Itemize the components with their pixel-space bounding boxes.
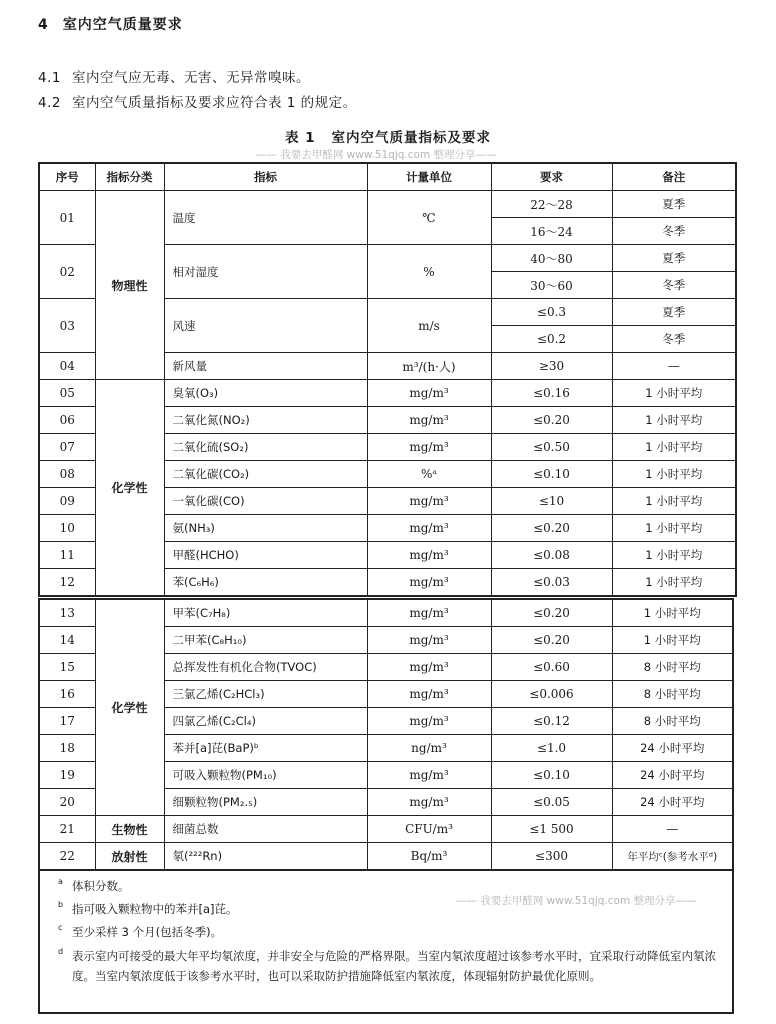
- watermark: —— 我要去甲醛网 www.51qjq.com 整理分享——: [256, 149, 497, 161]
- section-heading: 4 室内空气质量要求: [38, 17, 183, 33]
- table-row: ≤0.2 冬季: [39, 326, 736, 353]
- header-indicator: 指标: [164, 163, 367, 191]
- table-row: 06 二氧化氮(NO₂) mg/m³ ≤0.20 1 小时平均: [39, 407, 736, 434]
- table-row: 18 苯并[a]芘(BaP)ᵇ ng/m³ ≤1.0 24 小时平均: [39, 735, 733, 762]
- table-row: 17 四氯乙烯(C₂Cl₄) mg/m³ ≤0.12 8 小时平均: [39, 708, 733, 735]
- table-row: 13 化学性 甲苯(C₇H₈) mg/m³ ≤0.20 1 小时平均: [39, 599, 733, 627]
- footnote-c: c 至少采样 3 个月(包括冬季)。: [58, 923, 223, 939]
- footnote-b: b 指可吸入颗粒物中的苯并[a]芘。: [58, 900, 238, 916]
- category-biological: 生物性: [95, 816, 164, 843]
- table-row: 16 三氯乙烯(C₂HCl₃) mg/m³ ≤0.006 8 小时平均: [39, 681, 733, 708]
- category-chemical: 化学性: [95, 380, 164, 597]
- footnote-d: d 表示室内可接受的最大年平均氡浓度，并非安全与危险的严格界限。当室内氡浓度超过该参考水平时，宜采取行动降低室内氡浓度。当室内氡浓度低于该参考水平时，也可以采取防护措施降低室内氡浓度，体现辐射防护最优化原则。: [58, 947, 716, 983]
- table-row: 01 物理性 温度 ℃ 22～28 夏季: [39, 191, 736, 218]
- table-row: 02 相对湿度 % 40～80 夏季: [39, 245, 736, 272]
- footnote-a: a 体积分数。: [58, 877, 130, 893]
- header-requirement: 要求: [491, 163, 612, 191]
- table-row: 19 可吸入颗粒物(PM₁₀) mg/m³ ≤0.10 24 小时平均: [39, 762, 733, 789]
- table-row: 05 化学性 臭氧(O₃) mg/m³ ≤0.16 1 小时平均: [39, 380, 736, 407]
- air-quality-table-part2: [38, 598, 734, 871]
- table-row: 15 总挥发性有机化合物(TVOC) mg/m³ ≤0.60 8 小时平均: [39, 654, 733, 681]
- table-row: 11 甲醛(HCHO) mg/m³ ≤0.08 1 小时平均: [39, 542, 736, 569]
- table-row: 08 二氧化碳(CO₂) %ᵃ ≤0.10 1 小时平均: [39, 461, 736, 488]
- paragraph-4-2: 4.2 室内空气质量指标及要求应符合表 1 的规定。: [38, 95, 357, 111]
- table-row: 20 细颗粒物(PM₂.₅) mg/m³ ≤0.05 24 小时平均: [39, 789, 733, 816]
- table-row: 22 放射性 氡(²²²Rn) Bq/m³ ≤300 年平均ᶜ(参考水平ᵈ): [39, 843, 733, 871]
- header-category: 指标分类: [95, 163, 164, 191]
- paragraph-4-1: 4.1 室内空气应无毒、无害、无异常嗅味。: [38, 70, 310, 86]
- table-row: 09 一氧化碳(CO) mg/m³ ≤10 1 小时平均: [39, 488, 736, 515]
- table-row: 21 生物性 细菌总数 CFU/m³ ≤1 500 —: [39, 816, 733, 843]
- header-remark: 备注: [612, 163, 736, 191]
- category-physical: 物理性: [95, 191, 164, 380]
- watermark-2: —— 我要去甲醛网 www.51qjq.com 整理分享——: [456, 895, 697, 907]
- table-row: 10 氨(NH₃) mg/m³ ≤0.20 1 小时平均: [39, 515, 736, 542]
- table-row: 03 风速 m/s ≤0.3 夏季: [39, 299, 736, 326]
- table-row: 30～60 冬季: [39, 272, 736, 299]
- table-row: 07 二氧化硫(SO₂) mg/m³ ≤0.50 1 小时平均: [39, 434, 736, 461]
- table-title: 表 1 室内空气质量指标及要求: [284, 130, 492, 146]
- table-header-row: [39, 163, 736, 191]
- header-no: 序号: [39, 163, 95, 191]
- category-chemical-2: 化学性: [95, 599, 164, 816]
- table-row: 16～24 冬季: [39, 218, 736, 245]
- table-row: 14 二甲苯(C₈H₁₀) mg/m³ ≤0.20 1 小时平均: [39, 627, 733, 654]
- category-radioactive: 放射性: [95, 843, 164, 871]
- header-unit: 计量单位: [367, 163, 491, 191]
- table-row: 12 苯(C₆H₆) mg/m³ ≤0.03 1 小时平均: [39, 569, 736, 597]
- air-quality-table-part1: [38, 162, 737, 597]
- table-footnotes: [38, 870, 734, 1014]
- table-row: 04 新风量 m³/(h·人) ≥30 —: [39, 353, 736, 380]
